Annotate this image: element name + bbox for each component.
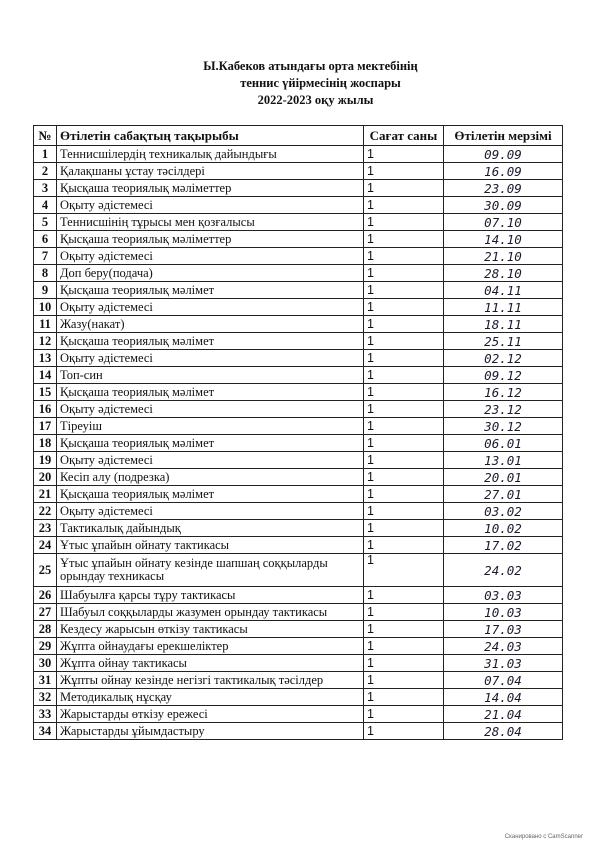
row-hours: 1	[364, 672, 444, 689]
row-hours: 1	[364, 316, 444, 333]
row-number: 13	[34, 350, 57, 367]
table-row	[34, 655, 563, 672]
table-row	[34, 621, 563, 638]
row-date: 16.09	[444, 163, 563, 180]
row-topic: Оқыту әдістемесі	[57, 299, 364, 316]
row-hours: 1	[364, 163, 444, 180]
row-number: 34	[34, 723, 57, 740]
table-row	[34, 723, 563, 740]
column-header-number: №	[34, 126, 57, 146]
row-topic: Тактикалық дайындық	[57, 520, 364, 537]
row-number: 2	[34, 163, 57, 180]
row-date: 28.10	[444, 265, 563, 282]
table-row	[34, 401, 563, 418]
table-row	[34, 418, 563, 435]
row-number: 25	[34, 554, 57, 587]
table-row	[34, 367, 563, 384]
row-hours: 1	[364, 655, 444, 672]
row-hours: 1	[364, 435, 444, 452]
row-number: 18	[34, 435, 57, 452]
row-topic: Қысқаша теориялық мәлімет	[57, 333, 364, 350]
row-date: 13.01	[444, 452, 563, 469]
row-topic: Қалақшаны ұстау тәсілдері	[57, 163, 364, 180]
table-row	[34, 299, 563, 316]
table-body	[34, 146, 563, 740]
row-topic: Оқыту әдістемесі	[57, 503, 364, 520]
row-topic: Кездесу жарысын өткізу тактикасы	[57, 621, 364, 638]
row-number: 3	[34, 180, 57, 197]
row-hours: 1	[364, 604, 444, 621]
row-number: 9	[34, 282, 57, 299]
lesson-plan-table	[33, 125, 563, 740]
row-topic: Теннисшілердің техникалық дайындығы	[57, 146, 364, 163]
table-row	[34, 248, 563, 265]
row-number: 33	[34, 706, 57, 723]
row-topic: Қысқаша теориялық мәлімет	[57, 435, 364, 452]
row-topic: Оқыту әдістемесі	[57, 452, 364, 469]
row-date: 14.10	[444, 231, 563, 248]
row-date: 03.02	[444, 503, 563, 520]
row-topic: Қысқаша теориялық мәлімет	[57, 486, 364, 503]
row-number: 23	[34, 520, 57, 537]
row-hours: 1	[364, 180, 444, 197]
row-number: 10	[34, 299, 57, 316]
row-date: 30.09	[444, 197, 563, 214]
row-topic: Жарыстарды ұйымдастыру	[57, 723, 364, 740]
row-hours: 1	[364, 384, 444, 401]
row-topic: Шабуыл соққыларды жазумен орындау тактикасы	[57, 604, 364, 621]
row-date: 18.11	[444, 316, 563, 333]
table-row	[34, 316, 563, 333]
row-number: 11	[34, 316, 57, 333]
row-date: 04.11	[444, 282, 563, 299]
table-row	[34, 554, 563, 587]
row-date: 23.12	[444, 401, 563, 418]
row-topic: Оқыту әдістемесі	[57, 248, 364, 265]
table-row	[34, 265, 563, 282]
table-row	[34, 689, 563, 706]
row-number: 29	[34, 638, 57, 655]
row-date: 14.04	[444, 689, 563, 706]
row-topic: Жұпты ойнау кезінде негізгі тактикалық тәсілдер	[57, 672, 364, 689]
table-header-row	[34, 126, 563, 146]
row-date: 10.03	[444, 604, 563, 621]
table-row	[34, 486, 563, 503]
table-row	[34, 214, 563, 231]
row-number: 4	[34, 197, 57, 214]
row-hours: 1	[364, 537, 444, 554]
table-row	[34, 350, 563, 367]
row-hours: 1	[364, 452, 444, 469]
row-number: 19	[34, 452, 57, 469]
row-number: 28	[34, 621, 57, 638]
scanner-watermark: Сканировано с CamScanner	[504, 834, 583, 840]
row-date: 24.03	[444, 638, 563, 655]
row-hours: 1	[364, 520, 444, 537]
school-title: Ы.Кабеков атындағы орта мектебінің	[203, 59, 418, 73]
row-date: 16.12	[444, 384, 563, 401]
row-hours: 1	[364, 367, 444, 384]
row-date: 31.03	[444, 655, 563, 672]
row-topic: Оқыту әдістемесі	[57, 401, 364, 418]
row-hours: 1	[364, 214, 444, 231]
row-date: 03.03	[444, 587, 563, 604]
table-row	[34, 452, 563, 469]
row-topic: Оқыту әдістемесі	[57, 197, 364, 214]
row-date: 06.01	[444, 435, 563, 452]
row-number: 8	[34, 265, 57, 282]
row-hours: 1	[364, 231, 444, 248]
row-topic: Жұпта ойнау тактикасы	[57, 655, 364, 672]
row-date: 21.10	[444, 248, 563, 265]
row-hours: 1	[364, 333, 444, 350]
table-row	[34, 638, 563, 655]
table-row	[34, 197, 563, 214]
row-topic: Теннисшінің тұрысы мен қозғалысы	[57, 214, 364, 231]
row-number: 31	[34, 672, 57, 689]
row-number: 24	[34, 537, 57, 554]
row-topic: Қысқаша теориялық мәлімет	[57, 384, 364, 401]
row-hours: 1	[364, 503, 444, 520]
row-number: 20	[34, 469, 57, 486]
row-number: 7	[34, 248, 57, 265]
row-date: 24.02	[444, 554, 563, 587]
row-number: 30	[34, 655, 57, 672]
row-date: 07.04	[444, 672, 563, 689]
row-topic: Қысқаша теориялық мәліметтер	[57, 180, 364, 197]
row-hours: 1	[364, 418, 444, 435]
table-row	[34, 469, 563, 486]
table-row	[34, 231, 563, 248]
table-row	[34, 604, 563, 621]
row-date: 11.11	[444, 299, 563, 316]
row-topic: Қысқаша теориялық мәліметтер	[57, 231, 364, 248]
row-date: 02.12	[444, 350, 563, 367]
table-row	[34, 333, 563, 350]
row-date: 09.09	[444, 146, 563, 163]
row-hours: 1	[364, 299, 444, 316]
row-date: 17.02	[444, 537, 563, 554]
row-date: 28.04	[444, 723, 563, 740]
table-row	[34, 163, 563, 180]
row-date: 07.10	[444, 214, 563, 231]
row-number: 21	[34, 486, 57, 503]
table-row	[34, 146, 563, 163]
row-date: 17.03	[444, 621, 563, 638]
row-number: 27	[34, 604, 57, 621]
row-topic: Қысқаша теориялық мәлімет	[57, 282, 364, 299]
row-topic: Ұтыс ұпайын ойнату тактикасы	[57, 537, 364, 554]
row-topic: Жарыстарды өткізу ережесі	[57, 706, 364, 723]
table-row	[34, 706, 563, 723]
row-number: 32	[34, 689, 57, 706]
row-topic: Топ-син	[57, 367, 364, 384]
row-hours: 1	[364, 469, 444, 486]
table-row	[34, 587, 563, 604]
row-hours: 1	[364, 486, 444, 503]
row-hours: 1	[364, 248, 444, 265]
row-topic: Доп беру(подача)	[57, 265, 364, 282]
row-number: 1	[34, 146, 57, 163]
row-number: 26	[34, 587, 57, 604]
table-row	[34, 503, 563, 520]
row-hours: 1	[364, 638, 444, 655]
column-header-date: Өтілетін мерзімі	[444, 126, 563, 146]
table-row	[34, 180, 563, 197]
column-header-hours: Сағат саны	[364, 126, 444, 146]
row-topic: Кесіп алу (подрезка)	[57, 469, 364, 486]
plan-title: теннис үйірмесінің жоспары	[240, 76, 401, 90]
row-number: 12	[34, 333, 57, 350]
row-date: 25.11	[444, 333, 563, 350]
row-number: 16	[34, 401, 57, 418]
table-row	[34, 435, 563, 452]
document-header	[0, 58, 601, 109]
row-hours: 1	[364, 350, 444, 367]
row-date: 21.04	[444, 706, 563, 723]
row-hours: 1	[364, 282, 444, 299]
row-hours: 1	[364, 554, 444, 587]
row-date: 27.01	[444, 486, 563, 503]
row-hours: 1	[364, 587, 444, 604]
row-hours: 1	[364, 706, 444, 723]
table-row	[34, 672, 563, 689]
row-number: 22	[34, 503, 57, 520]
row-date: 30.12	[444, 418, 563, 435]
row-hours: 1	[364, 401, 444, 418]
row-date: 20.01	[444, 469, 563, 486]
row-number: 5	[34, 214, 57, 231]
table-row	[34, 537, 563, 554]
row-hours: 1	[364, 723, 444, 740]
table-row	[34, 520, 563, 537]
row-hours: 1	[364, 146, 444, 163]
row-hours: 1	[364, 265, 444, 282]
row-topic: Жұпта ойнаудағы ерекшеліктер	[57, 638, 364, 655]
row-topic: Шабуылға қарсы тұру тактикасы	[57, 587, 364, 604]
table-row	[34, 282, 563, 299]
row-topic: Жазу(накат)	[57, 316, 364, 333]
row-number: 14	[34, 367, 57, 384]
row-hours: 1	[364, 197, 444, 214]
column-header-topic: Өтілетін сабақтың тақырыбы	[57, 126, 364, 146]
row-hours: 1	[364, 621, 444, 638]
row-number: 17	[34, 418, 57, 435]
academic-year: 2022-2023 оқу жылы	[257, 93, 374, 107]
row-topic: Оқыту әдістемесі	[57, 350, 364, 367]
row-number: 15	[34, 384, 57, 401]
row-date: 10.02	[444, 520, 563, 537]
row-topic: Тіреуіш	[57, 418, 364, 435]
row-hours: 1	[364, 689, 444, 706]
row-date: 23.09	[444, 180, 563, 197]
row-date: 09.12	[444, 367, 563, 384]
table-row	[34, 384, 563, 401]
row-topic: Методикалық нұсқау	[57, 689, 364, 706]
row-number: 6	[34, 231, 57, 248]
row-topic: Ұтыс ұпайын ойнату кезінде шапшаң соққыларды орындау техникасы	[57, 554, 364, 587]
